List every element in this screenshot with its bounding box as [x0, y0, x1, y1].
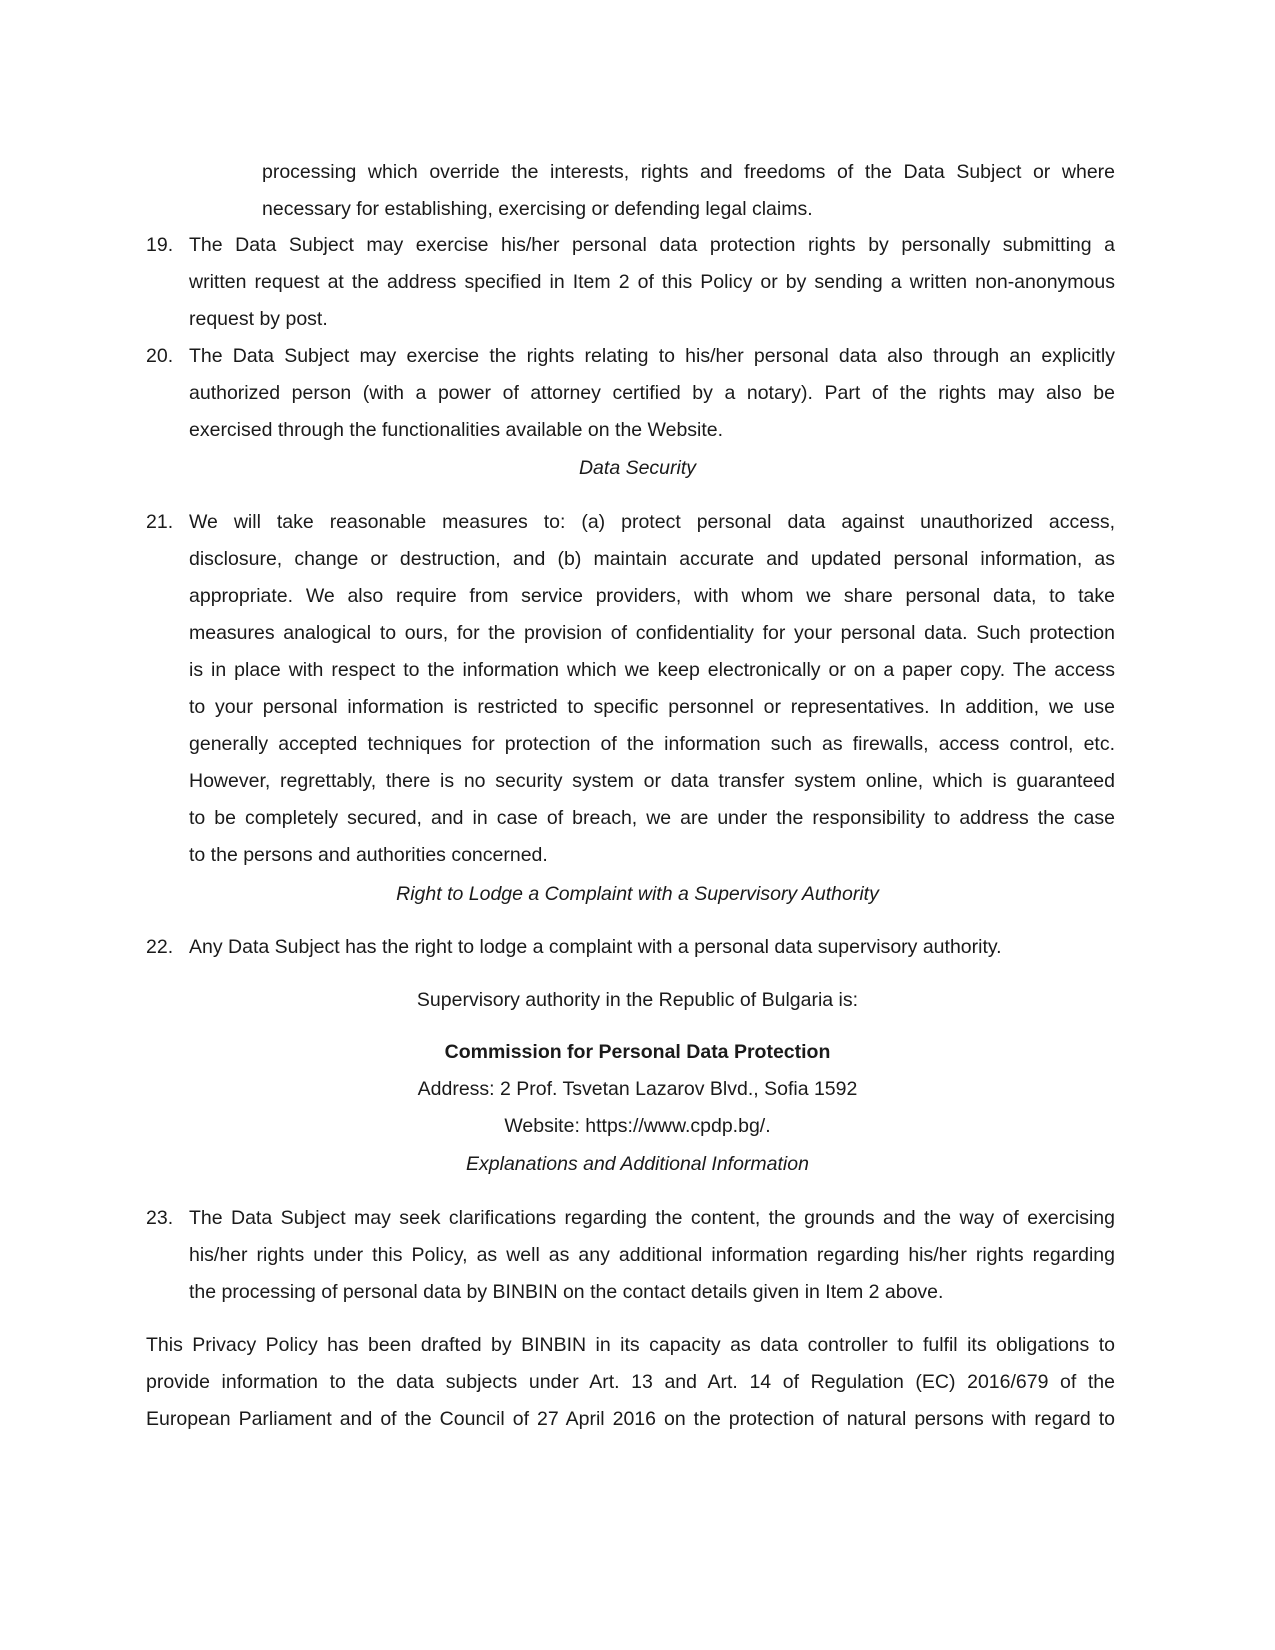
item-20-line-2: authorized person (with a power of attorney certified by a notary). Part of the rights may also be: [189, 382, 1115, 404]
item-19-line-3: request by post.: [189, 308, 328, 330]
item-21-line-6: to your personal information is restricted to specific personnel or representatives. In addition, we use: [189, 696, 1115, 718]
item-23-line-2: his/her rights under this Policy, as well as any additional information regarding his/her rights regarding: [189, 1244, 1115, 1266]
section-heading-complaint: Right to Lodge a Complaint with a Supervisory Authority: [396, 883, 879, 905]
item-21-line-10: to the persons and authorities concerned.: [189, 844, 548, 866]
item-21-line-8: However, regrettably, there is no security system or data transfer system online, which is guaranteed: [189, 770, 1115, 792]
item-22-line-1: Any Data Subject has the right to lodge a complaint with a personal data supervisory authority.: [189, 936, 1002, 958]
item-20-line-3: exercised through the functionalities available on the Website.: [189, 419, 724, 441]
item-21-number: 21.: [146, 511, 174, 533]
closing-line-1: This Privacy Policy has been drafted by BINBIN in its capacity as data controller to fulfil its obligations to: [146, 1334, 1115, 1356]
supervisory-website: Website: https://www.cpdp.bg/.: [504, 1115, 771, 1137]
section-heading-explanations: Explanations and Additional Information: [466, 1153, 809, 1175]
item-21-line-1: We will take reasonable measures to: (a) protect personal data against unauthorized access,: [189, 511, 1115, 533]
item-19-line-2: written request at the address specified in Item 2 of this Policy or by sending a written non-anonymous: [189, 271, 1115, 293]
item-22-number: 22.: [146, 936, 174, 958]
supervisory-intro: Supervisory authority in the Republic of Bulgaria is:: [416, 989, 859, 1011]
item-18-continuation-line-2: necessary for establishing, exercising or defending legal claims.: [262, 198, 813, 220]
item-19-number: 19.: [146, 234, 174, 256]
closing-line-2: provide information to the data subjects under Art. 13 and Art. 14 of Regulation (EC) 2016/679 of the: [146, 1371, 1115, 1393]
item-21-line-7: generally accepted techniques for protection of the information such as firewalls, access control, etc.: [189, 733, 1115, 755]
item-20-number: 20.: [146, 345, 174, 367]
item-23-line-3: the processing of personal data by BINBIN on the contact details given in Item 2 above.: [189, 1281, 944, 1303]
item-23-number: 23.: [146, 1207, 174, 1229]
item-21-line-9: to be completely secured, and in case of breach, we are under the responsibility to address the case: [189, 807, 1115, 829]
item-21-line-4: measures analogical to ours, for the provision of confidentiality for your personal data. Such protection: [189, 622, 1115, 644]
item-23-line-1: The Data Subject may seek clarifications regarding the content, the grounds and the way of exercising: [189, 1207, 1115, 1229]
item-21-line-3: appropriate. We also require from service providers, with whom we share personal data, to take: [189, 585, 1115, 607]
supervisory-address: Address: 2 Prof. Tsvetan Lazarov Blvd., Sofia 1592: [417, 1078, 858, 1100]
item-19-line-1: The Data Subject may exercise his/her personal data protection rights by personally submitting a: [189, 234, 1115, 256]
item-20-line-1: The Data Subject may exercise the rights relating to his/her personal data also through an explicitly: [189, 345, 1115, 367]
closing-line-3: European Parliament and of the Council of 27 April 2016 on the protection of natural persons with regard to: [146, 1408, 1115, 1430]
section-heading-data-security: Data Security: [578, 457, 697, 479]
item-21-line-5: is in place with respect to the information which we keep electronically or on a paper copy. The access: [189, 659, 1115, 681]
item-18-continuation-line-1: processing which override the interests, rights and freedoms of the Data Subject or where: [262, 161, 1115, 183]
item-21-line-2: disclosure, change or destruction, and (b) maintain accurate and updated personal information, as: [189, 548, 1115, 570]
supervisory-name: Commission for Personal Data Protection: [444, 1041, 831, 1063]
